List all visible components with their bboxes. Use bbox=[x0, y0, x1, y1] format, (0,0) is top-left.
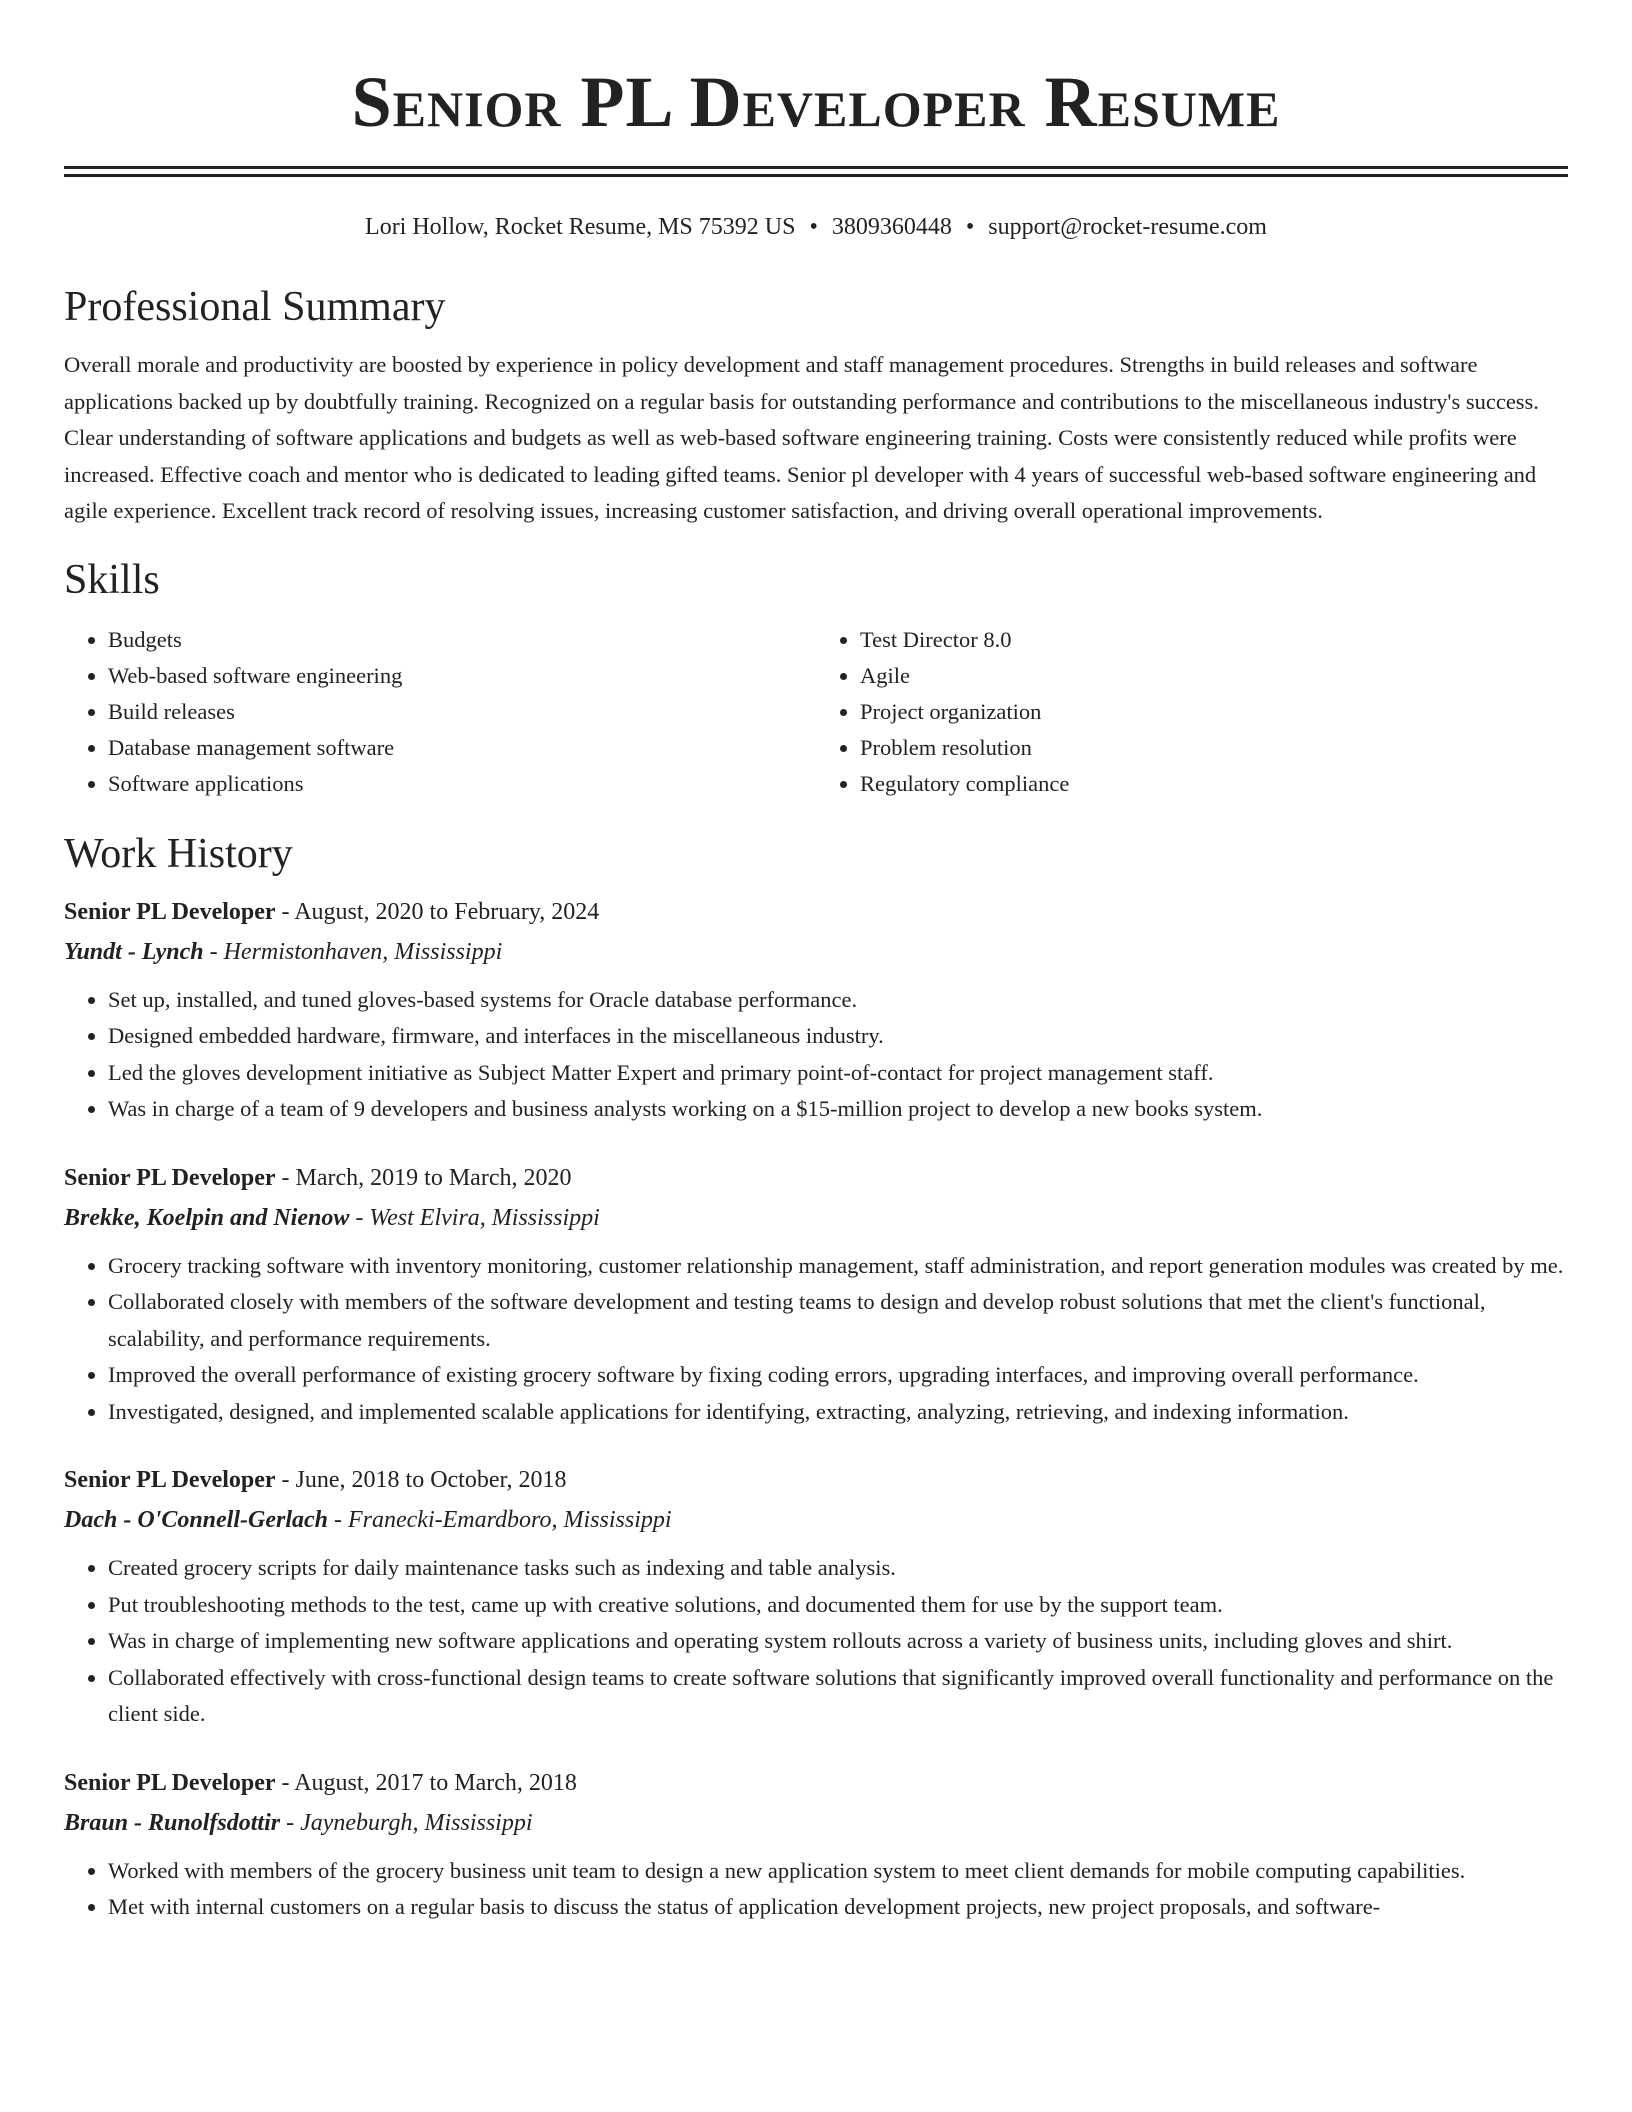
job-bullet: • Created grocery scripts for daily maintenance tasks such as indexing and table analysis. bbox=[108, 1550, 1568, 1587]
job-entry bbox=[64, 1158, 1568, 1431]
job-bullet: • Collaborated closely with members of the software development and testing teams to design and develop robust solutions that met the client's functional, scalability, and performance requirements. bbox=[108, 1284, 1568, 1357]
skill-item: • Agile bbox=[860, 658, 1568, 694]
job-dates: - August, 2017 to March, 2018 bbox=[275, 1769, 577, 1796]
job-role: Senior PL Developer bbox=[64, 1164, 276, 1191]
job-bullet: • Designed embedded hardware, firmware, and interfaces in the miscellaneous industry. bbox=[108, 1018, 1568, 1055]
skill-item: • Regulatory compliance bbox=[860, 766, 1568, 802]
skills-list bbox=[64, 622, 1568, 802]
summary-text: Overall morale and productivity are boosted by experience in policy development and staff management procedures. Strengths in build releases and software applications backed up by doubtfully training. Recognized on a regular basis for outstanding performance and contributions to the miscellaneous industry's success. Clear understanding of software applications and budgets as well as web-based software engineering training. Costs were consistently reduced while profits were increased. Effective coach and mentor who is dedicated to leading gifted teams. Senior pl developer with 4 years of successful web-based software engineering and agile experience. Excellent track record of resolving issues, increasing customer satisfaction, and driving overall operational improvements. bbox=[64, 352, 1539, 523]
skills-heading: Skills bbox=[64, 556, 160, 603]
contact-phone: 3809360448 bbox=[831, 214, 952, 240]
title-divider-bottom bbox=[64, 174, 1568, 177]
skill-item: • Project organization bbox=[860, 694, 1568, 730]
job-bullet: • Improved the overall performance of existing grocery software by fixing coding errors, upgrading interfaces, and improving overall performance. bbox=[108, 1357, 1568, 1394]
skills-column-left bbox=[64, 622, 816, 802]
job-bullet: • Set up, installed, and tuned gloves-based systems for Oracle database performance. bbox=[108, 982, 1568, 1019]
job-entry bbox=[64, 1460, 1568, 1733]
job-title-line bbox=[64, 1158, 1568, 1198]
job-bullet: • Led the gloves development initiative as Subject Matter Expert and primary point-of-contact for project management staff. bbox=[108, 1055, 1568, 1092]
job-entry bbox=[64, 1763, 1568, 1926]
job-location: - Jayneburgh, Mississippi bbox=[280, 1809, 533, 1836]
contact-separator: • bbox=[965, 214, 975, 240]
job-location: - Hermistonhaven, Mississippi bbox=[203, 938, 503, 965]
resume-title: Senior PL Developer Resume bbox=[351, 62, 1281, 142]
job-bullets bbox=[64, 982, 1568, 1128]
contact-address: Lori Hollow, Rocket Resume, MS 75392 US bbox=[365, 214, 796, 240]
summary-heading: Professional Summary bbox=[64, 284, 446, 330]
job-bullet: • Put troubleshooting methods to the test, came up with creative solutions, and documented them for use by the support team. bbox=[108, 1587, 1568, 1624]
job-dates: - August, 2020 to February, 2024 bbox=[275, 898, 600, 925]
work-history-list bbox=[64, 892, 1568, 1926]
job-company-line bbox=[64, 1198, 1568, 1238]
job-title-line bbox=[64, 1460, 1568, 1500]
skill-item: • Software applications bbox=[108, 766, 816, 802]
job-title-line bbox=[64, 1763, 1568, 1803]
title-divider-top bbox=[64, 166, 1568, 169]
job-bullets bbox=[64, 1550, 1568, 1733]
job-bullet: • Was in charge of a team of 9 developers and business analysts working on a $15-million project to develop a new books system. bbox=[108, 1091, 1568, 1128]
contact-email: support@rocket-resume.com bbox=[988, 214, 1267, 240]
job-bullet: • Was in charge of implementing new software applications and operating system rollouts across a variety of business units, including gloves and shirt. bbox=[108, 1623, 1568, 1660]
job-company-line bbox=[64, 1803, 1568, 1843]
job-entry bbox=[64, 892, 1568, 1128]
skill-item: • Budgets bbox=[108, 622, 816, 658]
contact-line bbox=[64, 211, 1568, 243]
job-role: Senior PL Developer bbox=[64, 898, 276, 925]
job-bullets bbox=[64, 1853, 1568, 1926]
job-bullet: • Worked with members of the grocery business unit team to design a new application system to meet client demands for mobile computing capabilities. bbox=[108, 1853, 1568, 1890]
job-bullet: • Investigated, designed, and implemented scalable applications for identifying, extracting, analyzing, retrieving, and indexing information. bbox=[108, 1394, 1568, 1431]
job-dates: - March, 2019 to March, 2020 bbox=[275, 1164, 572, 1191]
job-role: Senior PL Developer bbox=[64, 1769, 276, 1796]
job-bullets bbox=[64, 1248, 1568, 1431]
contact-separator: • bbox=[809, 214, 818, 240]
job-company-line bbox=[64, 1500, 1568, 1540]
job-title-line bbox=[64, 892, 1568, 932]
job-company: Brekke, Koelpin and Nienow bbox=[64, 1204, 350, 1231]
work-history-heading: Work History bbox=[64, 830, 293, 877]
job-company: Dach - O'Connell-Gerlach bbox=[64, 1507, 328, 1533]
skill-item: • Web-based software engineering bbox=[108, 658, 816, 694]
job-company: Yundt - Lynch bbox=[64, 938, 204, 965]
skill-item: • Build releases bbox=[108, 694, 816, 730]
skill-item: • Problem resolution bbox=[860, 730, 1568, 766]
skill-item: • Database management software bbox=[108, 730, 816, 766]
skill-item: • Test Director 8.0 bbox=[860, 622, 1568, 658]
job-company: Braun - Runolfsdottir bbox=[64, 1809, 281, 1836]
skills-column-right bbox=[816, 622, 1568, 802]
job-location: - Franecki-Emardboro, Mississippi bbox=[328, 1507, 672, 1533]
job-bullet: • Grocery tracking software with inventory monitoring, customer relationship management, staff administration, and report generation modules was created by me. bbox=[108, 1248, 1568, 1285]
job-dates: - June, 2018 to October, 2018 bbox=[275, 1467, 567, 1493]
job-role: Senior PL Developer bbox=[64, 1467, 276, 1493]
job-bullet: • Met with internal customers on a regular basis to discuss the status of application development projects, new project proposals, and software- bbox=[108, 1889, 1568, 1926]
job-company-line bbox=[64, 932, 1568, 972]
job-bullet: • Collaborated effectively with cross-functional design teams to create software solutions that significantly improved overall functionality and performance on the client side. bbox=[108, 1660, 1568, 1733]
job-location: - West Elvira, Mississippi bbox=[349, 1204, 600, 1231]
resume-page bbox=[64, 0, 1568, 1926]
